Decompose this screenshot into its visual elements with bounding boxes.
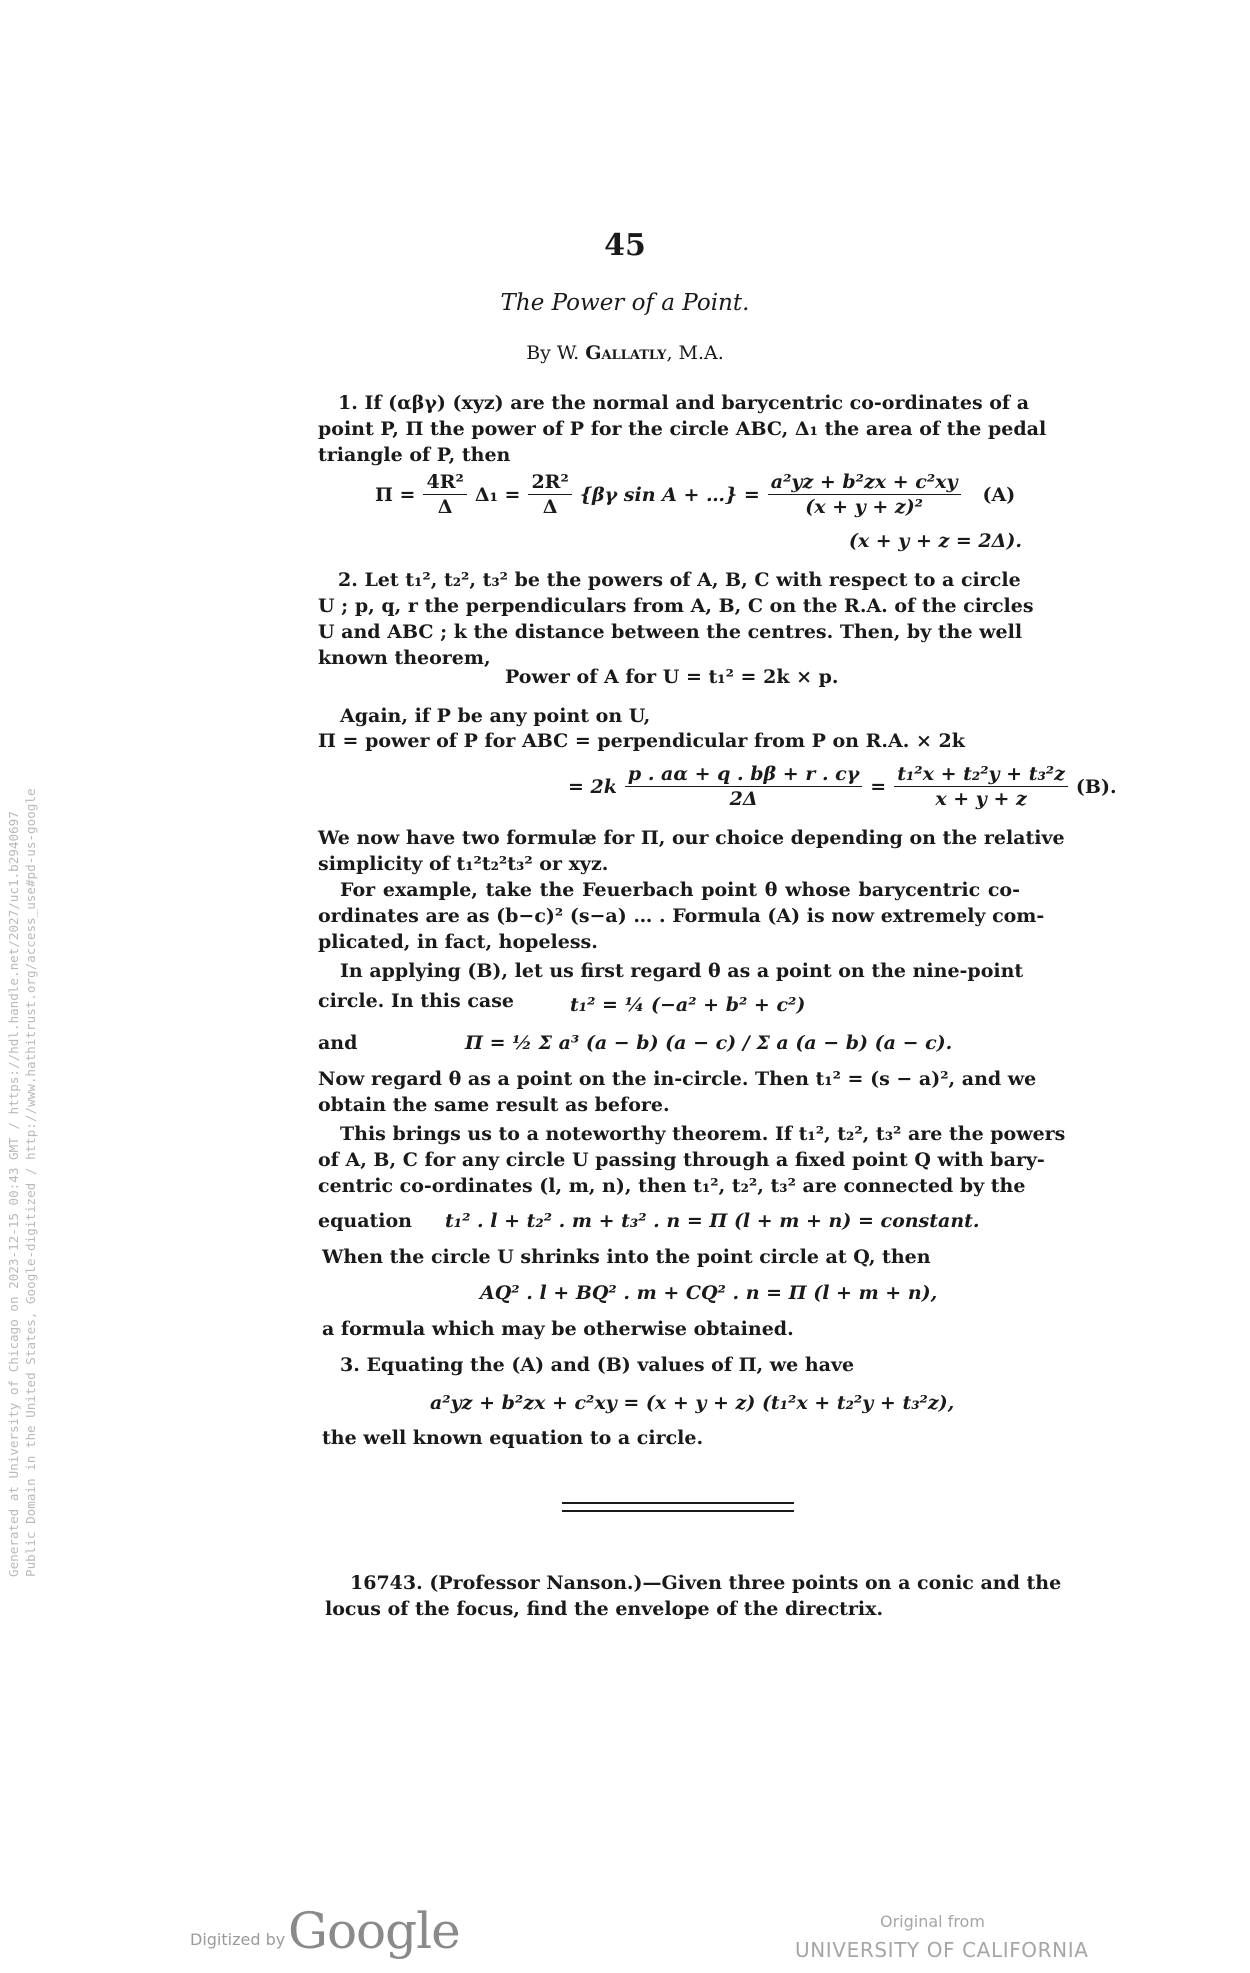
- university-label: UNIVERSITY OF CALIFORNIA: [795, 1938, 1089, 1962]
- paragraph-line: plicated, in fact, hopeless.: [318, 931, 598, 953]
- author-suffix: , M.A.: [666, 342, 724, 364]
- paragraph-line: equation: [318, 1210, 412, 1232]
- paragraph-line: U and ABC ; k the distance between the centres. Then, by the well: [318, 621, 1023, 643]
- generation-notice-line: Public Domain in the United States, Google-digitized / http://www.hathitrust.org/access_use#pd-us-google: [23, 788, 38, 1577]
- paragraph-line: centric co-ordinates (l, m, n), then t₁², t₂², t₃² are connected by the: [318, 1175, 1026, 1197]
- equation: t₁² = ¼ (−a² + b² + c²): [570, 994, 806, 1016]
- paragraph-line: 3. Equating the (A) and (B) values of Π, we have: [340, 1354, 855, 1376]
- author-prefix: By W.: [526, 342, 580, 364]
- equation: AQ² . l + BQ² . m + CQ² . n = Π (l + m + n),: [480, 1282, 938, 1304]
- separator-rule: [562, 1502, 794, 1504]
- generation-notice: [5, 757, 39, 1577]
- formula-label: (A): [982, 483, 1016, 506]
- paragraph-line: In applying (B), let us first regard θ as a point on the nine-point: [340, 960, 1024, 982]
- paragraph-line: ordinates are as (b−c)² (s−a) … . Formula (A) is now extremely com-: [318, 905, 1045, 927]
- question-line: [350, 1570, 1062, 1596]
- paragraph-line: This brings us to a noteworthy theorem. If t₁², t₂², t₃² are the powers: [340, 1123, 1066, 1145]
- paragraph-line: We now have two formulæ for Π, our choice depending on the relative: [318, 827, 1065, 849]
- paragraph-line: For example, take the Feuerbach point θ whose barycentric co-: [340, 879, 1020, 901]
- fraction-numerator: p . aα + q . bβ + r . cγ: [625, 762, 862, 787]
- formula-a-lhs: Π =: [375, 483, 416, 506]
- formula-a-term: Δ₁ =: [474, 483, 521, 506]
- paragraph-line: of A, B, C for any circle U passing through a fixed point Q with bary-: [318, 1149, 1045, 1171]
- fraction-numerator: t₁²x + t₂²y + t₃²z: [894, 762, 1068, 787]
- fraction: [625, 762, 862, 811]
- formula-a-term: {βγ sin A + …} =: [579, 483, 760, 506]
- paragraph-line: known theorem,: [318, 647, 491, 669]
- fraction-numerator: 2R²: [528, 470, 571, 495]
- digitized-by-label: Digitized by: [190, 1930, 286, 1949]
- fraction-numerator: 4R²: [423, 470, 466, 495]
- fraction-denominator: Δ: [437, 496, 453, 518]
- power-equation: Power of A for U = t₁² = 2k × p.: [505, 666, 839, 688]
- equation: Π = ½ Σ a³ (a − b) (a − c) / Σ a (a − b) (a − c).: [465, 1032, 953, 1054]
- paragraph-line: the well known equation to a circle.: [322, 1427, 704, 1449]
- paragraph-line: When the circle U shrinks into the point circle at Q, then: [322, 1246, 931, 1268]
- fraction-denominator: 2Δ: [729, 788, 758, 810]
- paragraph-line: a formula which may be otherwise obtained.: [322, 1318, 794, 1340]
- paragraph-line: point P, Π the power of P for the circle ABC, Δ₁ the area of the pedal: [318, 418, 1047, 440]
- separator-rule: [562, 1510, 794, 1512]
- paragraph-line: 2. Let t₁², t₂², t₃² be the powers of A, B, C with respect to a circle: [338, 569, 1021, 591]
- paragraph-line: simplicity of t₁²t₂²t₃² or xyz.: [318, 853, 609, 875]
- formula-b: [568, 762, 1117, 811]
- page-number: 45: [604, 228, 646, 263]
- fraction-denominator: Δ: [542, 496, 558, 518]
- formula-b-prefix: = 2k: [568, 775, 617, 798]
- fraction: [528, 470, 571, 519]
- paragraph-line: obtain the same result as before.: [318, 1094, 670, 1116]
- paragraph-line: Now regard θ as a point on the in-circle. Then t₁² = (s − a)², and we: [318, 1068, 1037, 1090]
- question-line: locus of the focus, find the envelope of the directrix.: [325, 1598, 884, 1620]
- paragraph-line: circle. In this case: [318, 990, 515, 1012]
- paragraph-line: U ; p, q, r the perpendiculars from A, B, C on the R.A. of the circles: [318, 595, 1034, 617]
- formula-a: [375, 470, 1015, 519]
- generation-notice-line: Generated at University of Chicago on 2023-12-15 00:43 GMT / https://hdl.handle.net/2027/uc1.b2940697: [6, 811, 21, 1577]
- paragraph-line: Again, if P be any point on U,: [340, 705, 651, 727]
- google-logo: Google: [288, 1902, 460, 1960]
- paragraph-line: and: [318, 1032, 358, 1054]
- pi-definition: Π = power of P for ABC = perpendicular from P on R.A. × 2k: [318, 730, 965, 752]
- article-title: The Power of a Point.: [500, 290, 750, 316]
- paragraph-line: triangle of P, then: [318, 444, 511, 466]
- formula-label: (B).: [1075, 775, 1117, 798]
- equation: a²yz + b²zx + c²xy = (x + y + z) (t₁²x + t₂²y + t₃²z),: [430, 1392, 955, 1414]
- question-number: 16743.: [350, 1572, 423, 1594]
- paragraph-line: 1. If (αβγ) (xyz) are the normal and barycentric co-ordinates of a: [338, 392, 1030, 414]
- fraction-denominator: x + y + z: [935, 788, 1027, 810]
- fraction-numerator: a²yz + b²zx + c²xy: [768, 470, 961, 495]
- author-name: Gallatly: [585, 342, 667, 364]
- fraction-denominator: (x + y + z)²: [805, 496, 924, 518]
- equation: t₁² . l + t₂² . m + t₃² . n = Π (l + m + n) = constant.: [445, 1210, 980, 1232]
- fraction: [768, 470, 961, 519]
- formula-condition: (x + y + z = 2Δ).: [848, 530, 1022, 552]
- question-text: (Professor Nanson.)—Given three points on a conic and the: [429, 1572, 1062, 1594]
- original-from-label: Original from: [880, 1912, 985, 1931]
- author-line: [0, 342, 1250, 364]
- fraction: [423, 470, 466, 519]
- fraction: [894, 762, 1068, 811]
- formula-b-equals: =: [870, 775, 887, 798]
